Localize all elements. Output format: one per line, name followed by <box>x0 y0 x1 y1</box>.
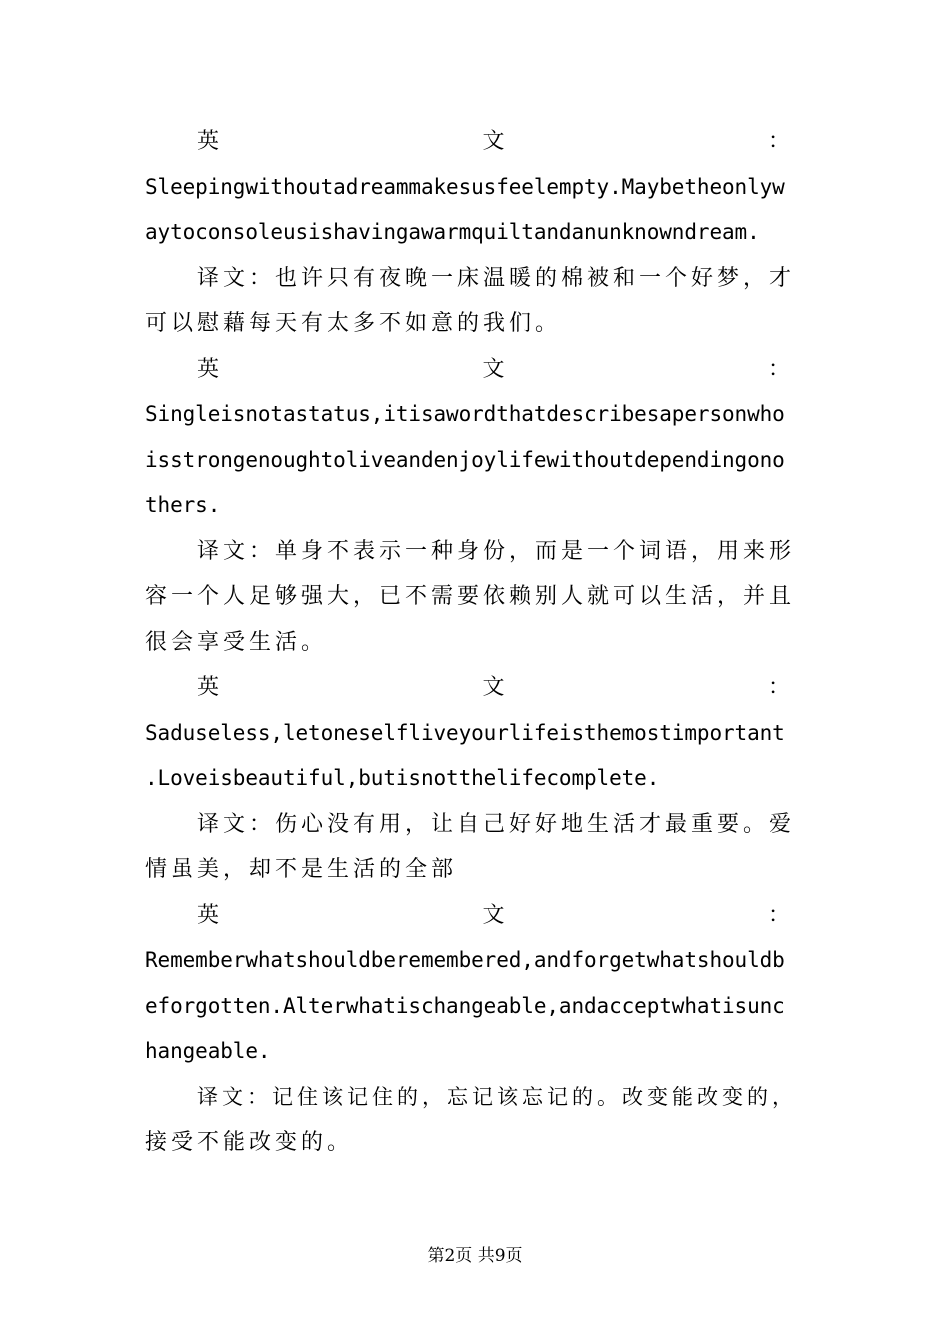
english-text-line: Sleepingwithoutadreammakesusfeelempty.Maybetheonlyw <box>145 174 785 199</box>
english-text-line: .Loveisbeautiful,butisnotthelifecomplete. <box>145 766 660 790</box>
translation-line: 译文：伤心没有用，让自己好好地生活才最重要。爱 <box>197 811 796 837</box>
heading-char-2: 文 <box>482 675 509 700</box>
translation-line: 接受不能改变的。 <box>145 1130 354 1155</box>
page-number-footer: 第2页 共9页 <box>427 1246 523 1266</box>
english-text-line: Saduseless,letoneselfliveyourlifeisthemostimportant <box>145 720 785 745</box>
translation-line: 很会享受生活。 <box>145 629 328 655</box>
translation-line: 可以慰藉每天有太多不如意的我们。 <box>145 311 562 336</box>
english-text-line: eforgotten.Alterwhatischangeable,andacceptwhatisunc <box>145 993 785 1018</box>
heading-char-1: 英 <box>197 356 224 382</box>
translation-line: 容一个人足够强大，已不需要依赖别人就可以生活，并且 <box>145 584 796 609</box>
heading-char-2: 文 <box>482 902 509 928</box>
translation-line: 情虽美，却不是生活的全部 <box>145 857 458 882</box>
translation-line: 译文：记住该记住的，忘记该忘记的。改变能改变的， <box>197 1084 797 1109</box>
heading-colon: ： <box>767 902 794 928</box>
english-heading <box>145 347 800 393</box>
english-text-line: Rememberwhatshouldberemembered,andforgetwhatshouldb <box>145 948 785 972</box>
heading-colon: ： <box>767 675 794 700</box>
heading-colon: ： <box>767 356 794 382</box>
english-text-line: Singleisnotastatus,itisawordthatdescribesapersonwho <box>145 402 785 426</box>
english-heading <box>145 119 800 165</box>
document-body <box>145 119 800 1166</box>
english-heading <box>145 665 800 711</box>
heading-char-1: 英 <box>197 902 224 928</box>
heading-char-2: 文 <box>482 129 509 154</box>
heading-colon: ： <box>767 129 794 154</box>
english-heading <box>145 893 800 939</box>
english-text-line: hangeable. <box>145 1039 271 1063</box>
heading-char-1: 英 <box>197 129 224 154</box>
translation-line: 译文：单身不表示一种身份，而是一个词语，用来形 <box>197 538 796 564</box>
english-text-line: aytoconsoleusishavingawarmquiltandanunknowndream. <box>145 220 760 244</box>
english-text-line: thers. <box>145 493 221 517</box>
heading-char-2: 文 <box>482 356 509 382</box>
english-text-line: isstrongenoughtoliveandenjoylifewithoutdependingono <box>145 447 785 472</box>
translation-line: 译文：也许只有夜晚一床温暖的棉被和一个好梦，才 <box>197 265 796 291</box>
heading-char-1: 英 <box>197 675 224 700</box>
